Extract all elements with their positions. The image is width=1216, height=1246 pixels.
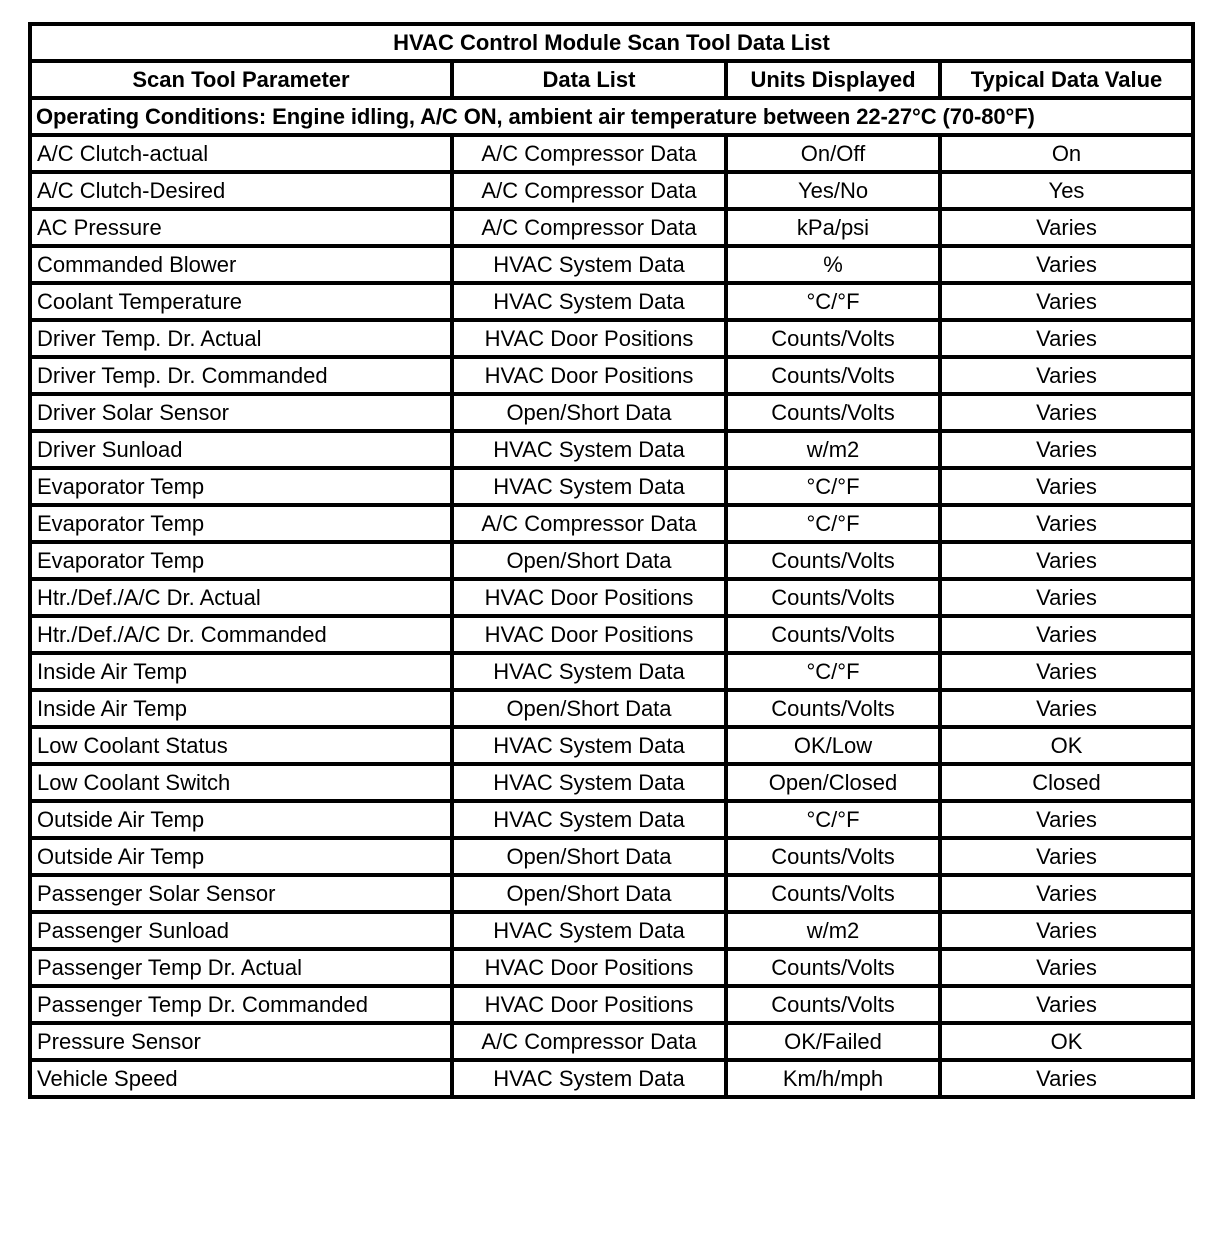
cell-units: Open/Closed	[726, 764, 940, 801]
cell-typical-value: Varies	[940, 209, 1193, 246]
cell-typical-value: Varies	[940, 246, 1193, 283]
cell-parameter: Vehicle Speed	[30, 1060, 452, 1097]
cell-parameter: Driver Solar Sensor	[30, 394, 452, 431]
table-row	[30, 505, 1193, 542]
table-row	[30, 764, 1193, 801]
cell-parameter: Low Coolant Status	[30, 727, 452, 764]
cell-data-list: HVAC System Data	[452, 283, 726, 320]
cell-data-list: HVAC Door Positions	[452, 579, 726, 616]
cell-data-list: HVAC System Data	[452, 727, 726, 764]
cell-data-list: A/C Compressor Data	[452, 1023, 726, 1060]
cell-typical-value: Yes	[940, 172, 1193, 209]
operating-conditions-row	[30, 98, 1193, 135]
cell-units: Counts/Volts	[726, 949, 940, 986]
table-row	[30, 579, 1193, 616]
table-row	[30, 727, 1193, 764]
table-row	[30, 357, 1193, 394]
cell-typical-value: On	[940, 135, 1193, 172]
table-row	[30, 209, 1193, 246]
cell-units: Counts/Volts	[726, 616, 940, 653]
cell-units: Yes/No	[726, 172, 940, 209]
cell-parameter: Commanded Blower	[30, 246, 452, 283]
cell-units: kPa/psi	[726, 209, 940, 246]
table-row	[30, 986, 1193, 1023]
cell-data-list: Open/Short Data	[452, 875, 726, 912]
cell-typical-value: Varies	[940, 394, 1193, 431]
cell-data-list: HVAC Door Positions	[452, 949, 726, 986]
table-row	[30, 1060, 1193, 1097]
table-row	[30, 912, 1193, 949]
cell-units: Counts/Volts	[726, 357, 940, 394]
table-row	[30, 283, 1193, 320]
table-row	[30, 320, 1193, 357]
cell-data-list: HVAC System Data	[452, 801, 726, 838]
cell-data-list: HVAC System Data	[452, 431, 726, 468]
cell-parameter: Passenger Solar Sensor	[30, 875, 452, 912]
header-data-list: Data List	[452, 61, 726, 98]
cell-parameter: Inside Air Temp	[30, 653, 452, 690]
header-row	[30, 61, 1193, 98]
cell-parameter: Low Coolant Switch	[30, 764, 452, 801]
cell-typical-value: OK	[940, 1023, 1193, 1060]
cell-data-list: Open/Short Data	[452, 394, 726, 431]
cell-data-list: HVAC Door Positions	[452, 616, 726, 653]
cell-typical-value: Varies	[940, 690, 1193, 727]
cell-typical-value: Varies	[940, 357, 1193, 394]
cell-units: Counts/Volts	[726, 579, 940, 616]
operating-conditions: Operating Conditions: Engine idling, A/C ON, ambient air temperature between 22-27°C (70-80°F)	[30, 98, 1193, 135]
cell-units: °C/°F	[726, 468, 940, 505]
cell-data-list: A/C Compressor Data	[452, 172, 726, 209]
cell-parameter: Evaporator Temp	[30, 505, 452, 542]
table-row	[30, 949, 1193, 986]
cell-data-list: HVAC Door Positions	[452, 357, 726, 394]
cell-units: On/Off	[726, 135, 940, 172]
cell-data-list: A/C Compressor Data	[452, 209, 726, 246]
cell-typical-value: Varies	[940, 653, 1193, 690]
scan-tool-data-table	[28, 22, 1195, 1099]
cell-typical-value: Varies	[940, 912, 1193, 949]
table-body	[30, 135, 1193, 1097]
table-row	[30, 1023, 1193, 1060]
cell-units: Counts/Volts	[726, 320, 940, 357]
cell-parameter: Driver Temp. Dr. Actual	[30, 320, 452, 357]
table-row	[30, 468, 1193, 505]
table-title: HVAC Control Module Scan Tool Data List	[30, 24, 1193, 61]
cell-data-list: HVAC System Data	[452, 468, 726, 505]
cell-units: Counts/Volts	[726, 875, 940, 912]
table-row	[30, 394, 1193, 431]
header-units-displayed: Units Displayed	[726, 61, 940, 98]
cell-typical-value: Varies	[940, 468, 1193, 505]
cell-typical-value: Varies	[940, 320, 1193, 357]
cell-units: °C/°F	[726, 653, 940, 690]
table-row	[30, 875, 1193, 912]
cell-data-list: Open/Short Data	[452, 690, 726, 727]
cell-parameter: Passenger Temp Dr. Commanded	[30, 986, 452, 1023]
cell-data-list: HVAC System Data	[452, 653, 726, 690]
cell-parameter: Pressure Sensor	[30, 1023, 452, 1060]
cell-data-list: HVAC Door Positions	[452, 320, 726, 357]
table-row	[30, 838, 1193, 875]
table-row	[30, 616, 1193, 653]
table-row	[30, 690, 1193, 727]
cell-parameter: AC Pressure	[30, 209, 452, 246]
cell-parameter: Htr./Def./A/C Dr. Actual	[30, 579, 452, 616]
cell-data-list: A/C Compressor Data	[452, 505, 726, 542]
cell-parameter: Passenger Sunload	[30, 912, 452, 949]
cell-parameter: Driver Sunload	[30, 431, 452, 468]
cell-typical-value: Varies	[940, 986, 1193, 1023]
cell-typical-value: Varies	[940, 801, 1193, 838]
table-row	[30, 135, 1193, 172]
cell-parameter: A/C Clutch-Desired	[30, 172, 452, 209]
cell-typical-value: Varies	[940, 838, 1193, 875]
cell-typical-value: OK	[940, 727, 1193, 764]
cell-typical-value: Varies	[940, 579, 1193, 616]
cell-typical-value: Varies	[940, 1060, 1193, 1097]
cell-typical-value: Varies	[940, 283, 1193, 320]
table-row	[30, 801, 1193, 838]
cell-parameter: Outside Air Temp	[30, 801, 452, 838]
cell-typical-value: Varies	[940, 875, 1193, 912]
cell-parameter: Outside Air Temp	[30, 838, 452, 875]
title-row	[30, 24, 1193, 61]
cell-data-list: A/C Compressor Data	[452, 135, 726, 172]
cell-data-list: HVAC System Data	[452, 1060, 726, 1097]
cell-parameter: Inside Air Temp	[30, 690, 452, 727]
header-scan-tool-parameter: Scan Tool Parameter	[30, 61, 452, 98]
cell-units: °C/°F	[726, 505, 940, 542]
cell-units: Counts/Volts	[726, 394, 940, 431]
cell-parameter: Evaporator Temp	[30, 468, 452, 505]
cell-parameter: Driver Temp. Dr. Commanded	[30, 357, 452, 394]
cell-units: OK/Failed	[726, 1023, 940, 1060]
cell-units: °C/°F	[726, 283, 940, 320]
cell-parameter: Coolant Temperature	[30, 283, 452, 320]
cell-parameter: A/C Clutch-actual	[30, 135, 452, 172]
cell-units: Counts/Volts	[726, 542, 940, 579]
cell-typical-value: Varies	[940, 949, 1193, 986]
cell-data-list: Open/Short Data	[452, 542, 726, 579]
cell-typical-value: Varies	[940, 505, 1193, 542]
cell-data-list: HVAC Door Positions	[452, 986, 726, 1023]
cell-units: OK/Low	[726, 727, 940, 764]
cell-parameter: Passenger Temp Dr. Actual	[30, 949, 452, 986]
cell-typical-value: Closed	[940, 764, 1193, 801]
cell-data-list: HVAC System Data	[452, 764, 726, 801]
table-row	[30, 246, 1193, 283]
cell-units: Counts/Volts	[726, 838, 940, 875]
table-row	[30, 431, 1193, 468]
table-row	[30, 542, 1193, 579]
cell-parameter: Htr./Def./A/C Dr. Commanded	[30, 616, 452, 653]
cell-typical-value: Varies	[940, 542, 1193, 579]
cell-parameter: Evaporator Temp	[30, 542, 452, 579]
cell-units: w/m2	[726, 431, 940, 468]
cell-units: °C/°F	[726, 801, 940, 838]
cell-units: %	[726, 246, 940, 283]
cell-units: Counts/Volts	[726, 690, 940, 727]
cell-typical-value: Varies	[940, 431, 1193, 468]
cell-units: Counts/Volts	[726, 986, 940, 1023]
cell-data-list: HVAC System Data	[452, 246, 726, 283]
header-typical-data-value: Typical Data Value	[940, 61, 1193, 98]
cell-data-list: HVAC System Data	[452, 912, 726, 949]
cell-units: Km/h/mph	[726, 1060, 940, 1097]
cell-typical-value: Varies	[940, 616, 1193, 653]
cell-data-list: Open/Short Data	[452, 838, 726, 875]
table-row	[30, 653, 1193, 690]
table-row	[30, 172, 1193, 209]
cell-units: w/m2	[726, 912, 940, 949]
